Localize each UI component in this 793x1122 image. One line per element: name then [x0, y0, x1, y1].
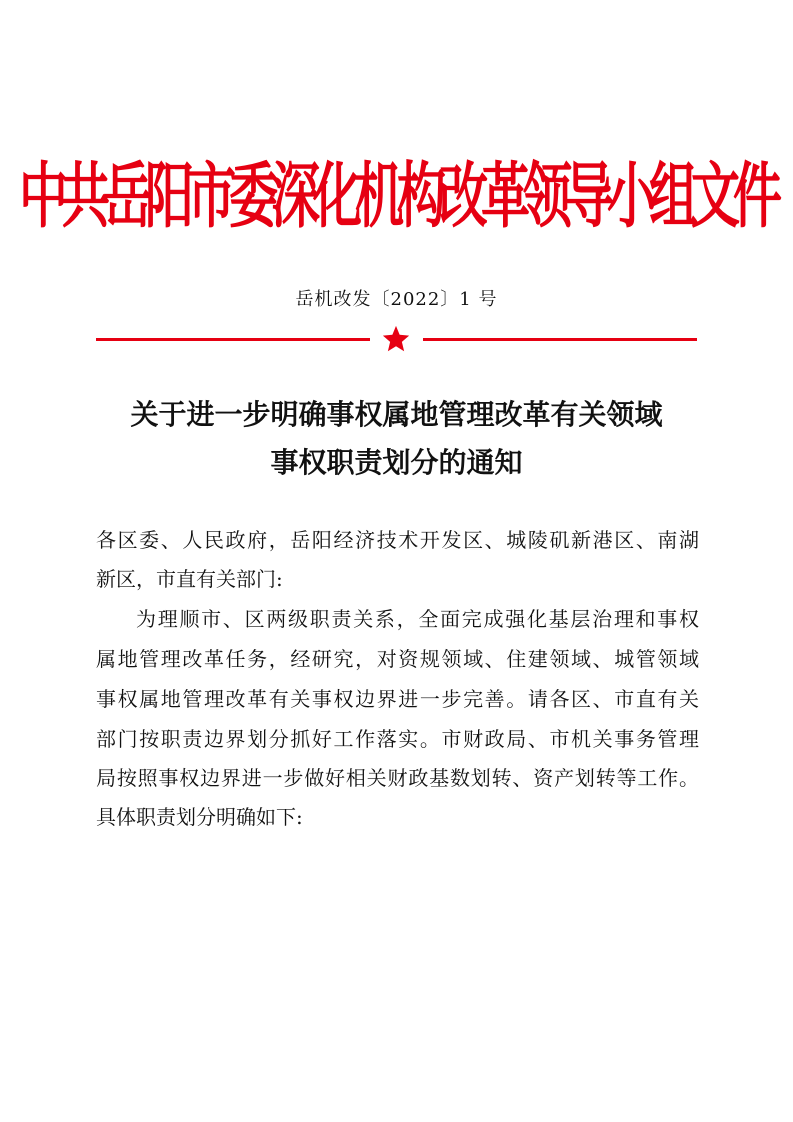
notice-title-line-2: 事权职责划分的通知 [270, 446, 523, 479]
document-masthead: 中共岳阳市委深化机构改革领导小组文件 [19, 154, 776, 238]
body-paragraph-line-3: 事权属地管理改革有关事权边界进一步完善。请各区、市直有关 [96, 687, 699, 711]
body-paragraph-line-4: 部门按职责边界划分抓好工作落实。市财政局、市机关事务管理 [96, 727, 699, 751]
body-paragraph-line-1: 为理顺市、区两级职责关系，全面完成强化基层治理和事权 [136, 607, 699, 631]
body-paragraph-line-6: 具体职责划分明确如下: [96, 805, 303, 829]
body-paragraph-line-2: 属地管理改革任务，经研究，对资规领域、住建领域、城管领域 [96, 647, 699, 671]
red-divider-right [423, 338, 697, 341]
body-paragraph-line-5: 局按照事权边界进一步做好相关财政基数划转、资产划转等工作。 [96, 766, 699, 790]
recipient-line-2: 新区，市直有关部门: [96, 567, 283, 591]
red-divider-left [96, 338, 370, 341]
recipient-line-1: 各区委、人民政府，岳阳经济技术开发区、城陵矶新港区、南湖 [96, 528, 699, 552]
red-star-icon [381, 324, 411, 354]
document-number: 岳机改发〔2022〕1 号 [295, 289, 498, 310]
notice-title-line-1: 关于进一步明确事权属地管理改革有关领域 [130, 398, 663, 431]
